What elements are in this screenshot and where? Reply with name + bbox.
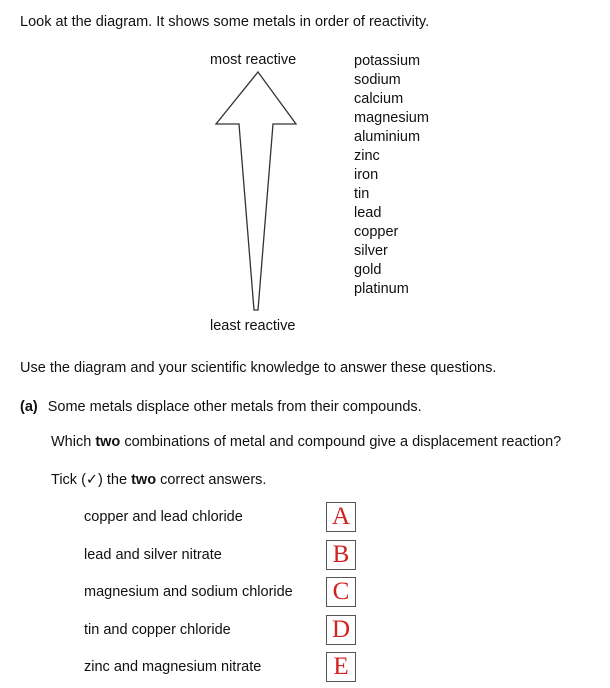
metal-item: calcium [354,91,404,107]
most-reactive-label: most reactive [210,52,297,68]
metal-item: platinum [354,281,409,297]
option-text: tin and copper chloride [84,621,231,638]
option-box-e[interactable]: E [326,652,356,682]
question-post: combinations of metal and compound give a displacement reaction? [120,434,562,450]
tick-bold: two [131,472,157,488]
metal-item: potassium [354,53,421,69]
metal-item: sodium [354,72,401,88]
option-box-a[interactable]: A [326,502,356,532]
option-text: magnesium and sodium chloride [84,584,293,600]
tick-instruction [51,472,266,488]
part-a-label: (a) [20,399,38,415]
metal-item: lead [354,205,382,221]
metal-item: aluminium [354,129,421,145]
metal-item: zinc [354,148,380,164]
part-a-text: Some metals displace other metals from their compounds. [47,399,422,415]
metal-item: copper [354,224,399,240]
least-reactive-label: least reactive [210,318,296,334]
option-box-c[interactable]: C [326,577,356,607]
metal-item: silver [354,243,388,259]
question-pre: Which [51,434,96,450]
metal-item: gold [354,262,382,278]
metal-item: iron [354,167,379,183]
metal-item: magnesium [354,110,429,126]
reactivity-arrow-icon [214,70,300,312]
option-box-d[interactable]: D [326,615,356,645]
metal-list [354,52,429,299]
metal-item: tin [354,186,370,202]
option-text: zinc and magnesium nitrate [84,659,262,675]
tick-post: correct answers. [156,472,267,488]
part-a [20,399,422,415]
instruction-text: Use the diagram and your scientific knowledge to answer these questions. [20,360,497,376]
question-text [51,434,561,450]
option-text: lead and silver nitrate [84,546,222,563]
tick-pre: Tick (✓) the [51,472,132,488]
option-text: copper and lead chloride [84,509,243,525]
intro-text: Look at the diagram. It shows some metals in order of reactivity. [20,14,430,30]
option-box-b[interactable]: B [326,540,356,570]
question-bold: two [95,434,121,450]
